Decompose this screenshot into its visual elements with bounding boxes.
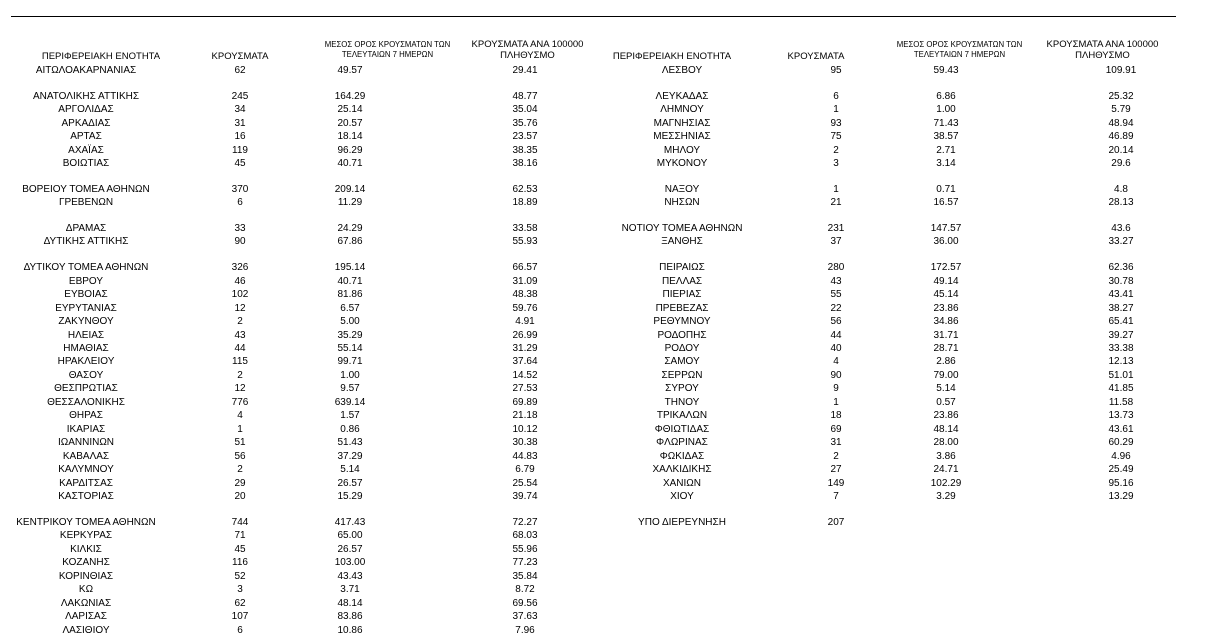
region-cell: ΗΛΕΙΑΣ <box>67 329 105 341</box>
per100k-cell: 13.29 <box>1108 491 1134 503</box>
cases-cell: 56 <box>234 450 246 462</box>
region-cell: ΗΡΑΚΛΕΙΟΥ <box>57 356 115 368</box>
cases-cell: 3 <box>833 158 839 170</box>
cases-cell: 115 <box>232 356 248 368</box>
per100k-cell: 18.89 <box>512 197 538 209</box>
cases-cell: 45 <box>234 158 246 170</box>
avg7-cell: 23.86 <box>933 302 959 314</box>
header-region-right: ΠΕΡΙΦΕΡΕΙΑΚΗ ΕΝΟΤΗΤΑ <box>612 51 732 62</box>
region-cell: ΚΟΡΙΝΘΙΑΣ <box>58 570 114 582</box>
per100k-cell: 72.27 <box>512 516 538 528</box>
avg7-cell: 24.29 <box>337 222 363 234</box>
cases-cell: 31 <box>830 437 842 449</box>
avg7-cell: 195.14 <box>334 262 366 274</box>
per100k-cell: 95.16 <box>1108 477 1134 489</box>
per100k-cell: 4.96 <box>1111 450 1131 462</box>
header-per100k-line2: ΠΛΗΘΥΣΜΟ <box>500 50 555 61</box>
region-cell: ΜΑΓΝΗΣΙΑΣ <box>653 117 711 129</box>
per100k-cell: 62.36 <box>1108 262 1134 274</box>
cases-cell: 1 <box>237 423 243 435</box>
avg7-cell: 55.14 <box>337 343 363 354</box>
cases-cell: 102 <box>231 289 249 300</box>
avg7-cell: 96.29 <box>337 144 363 156</box>
cases-cell: 31 <box>234 117 246 129</box>
per100k-cell: 37.63 <box>512 611 538 623</box>
per100k-cell: 33.27 <box>1108 236 1134 248</box>
avg7-cell: 6.86 <box>936 90 956 102</box>
region-cell: ΔΥΤΙΚΟΥ ΤΟΜΕΑ ΑΘΗΝΩΝ <box>23 262 149 274</box>
region-cell: ΚΑΣΤΟΡΙΑΣ <box>58 491 114 503</box>
per100k-cell: 55.93 <box>512 236 538 248</box>
per100k-cell: 62.53 <box>512 183 538 195</box>
region-cell: ΛΕΥΚΑΔΑΣ <box>655 90 709 102</box>
cases-cell: 2 <box>237 369 243 381</box>
cases-cell: 119 <box>232 144 248 156</box>
cases-cell: 75 <box>830 131 842 143</box>
region-cell: ΡΟΔΟΠΗΣ <box>657 329 707 341</box>
cases-cell: 326 <box>231 262 249 274</box>
cases-cell: 6 <box>237 624 243 636</box>
cases-cell: 116 <box>232 557 248 569</box>
per100k-cell: 69.56 <box>512 597 538 609</box>
avg7-cell: 1.00 <box>340 369 360 381</box>
avg7-cell: 15.29 <box>337 491 363 503</box>
header-cases-left: ΚΡΟΥΣΜΑΤΑ <box>211 51 269 62</box>
avg7-cell: 164.29 <box>334 90 366 102</box>
avg7-cell: 0.57 <box>936 396 956 408</box>
region-cell: ΠΙΕΡΙΑΣ <box>662 289 702 300</box>
avg7-cell: 28.71 <box>933 343 959 354</box>
avg7-cell: 26.57 <box>337 543 363 555</box>
cases-cell: 16 <box>234 131 246 143</box>
region-cell: ΜΥΚΟΝΟΥ <box>656 158 708 170</box>
avg7-cell: 83.86 <box>337 611 363 623</box>
per100k-cell: 43.61 <box>1108 423 1134 435</box>
avg7-cell: 45.14 <box>933 289 959 300</box>
per100k-cell: 38.35 <box>512 144 538 156</box>
per100k-cell: 28.13 <box>1108 197 1134 209</box>
cases-cell: 7 <box>833 491 839 503</box>
cases-cell: 2 <box>237 464 243 476</box>
region-cell: ΝΟΤΙΟΥ ΤΟΜΕΑ ΑΘΗΝΩΝ <box>621 222 743 234</box>
cases-cell: 44 <box>234 343 246 354</box>
avg7-cell: 49.14 <box>933 275 959 287</box>
per100k-cell: 20.14 <box>1108 144 1134 156</box>
avg7-cell: 102.29 <box>930 477 962 489</box>
header-per100k-left <box>455 39 600 61</box>
avg7-cell: 24.71 <box>933 464 959 476</box>
region-cell: ΑΡΚΑΔΙΑΣ <box>61 117 111 129</box>
region-cell: ΦΩΚΙΔΑΣ <box>659 450 705 462</box>
avg7-cell: 0.86 <box>340 423 360 435</box>
cases-cell: 56 <box>830 316 842 327</box>
avg7-cell: 3.71 <box>340 584 360 596</box>
per100k-cell: 60.29 <box>1108 437 1134 449</box>
avg7-cell: 48.14 <box>933 423 959 435</box>
cases-cell: 43 <box>830 275 842 287</box>
region-cell: ΜΕΣΣΗΝΙΑΣ <box>653 131 711 143</box>
header-per100k-line1: ΚΡΟΥΣΜΑΤΑ ΑΝΑ 100000 <box>471 39 584 50</box>
cases-cell: 9 <box>833 383 839 395</box>
region-cell: ΝΗΣΩΝ <box>664 197 700 209</box>
cases-cell: 370 <box>231 183 249 195</box>
cases-cell: 12 <box>234 383 246 395</box>
per100k-cell: 35.04 <box>512 104 538 116</box>
cases-cell: 12 <box>234 302 246 314</box>
cases-cell: 1 <box>833 104 839 116</box>
region-cell: ΤΗΝΟΥ <box>664 396 700 408</box>
avg7-cell: 59.43 <box>933 65 959 76</box>
per100k-cell: 35.84 <box>512 570 538 582</box>
cases-cell: 280 <box>827 262 845 274</box>
region-cell: ΤΡΙΚΑΛΩΝ <box>656 410 708 422</box>
cases-cell: 62 <box>234 597 246 609</box>
avg7-cell: 38.57 <box>933 131 959 143</box>
region-cell: ΞΑΝΘΗΣ <box>661 236 703 248</box>
per100k-cell: 43.6 <box>1111 222 1131 234</box>
cases-cell: 3 <box>237 584 243 596</box>
header-cases-right: ΚΡΟΥΣΜΑΤΑ <box>787 51 845 62</box>
region-cell: ΧΑΛΚΙΔΙΚΗΣ <box>652 464 712 476</box>
avg7-cell: 1.00 <box>936 104 956 116</box>
region-cell: ΠΕΙΡΑΙΩΣ <box>659 262 705 274</box>
avg7-cell: 2.86 <box>936 356 956 368</box>
avg7-cell: 51.43 <box>337 437 363 449</box>
region-cell: ΒΟΡΕΙΟΥ ΤΟΜΕΑ ΑΘΗΝΩΝ <box>22 183 150 195</box>
avg7-cell: 48.14 <box>337 597 363 609</box>
cases-cell: 6 <box>833 90 839 102</box>
avg7-cell: 103.00 <box>334 557 366 569</box>
avg7-cell: 18.14 <box>337 131 363 143</box>
per100k-cell: 30.78 <box>1108 275 1134 287</box>
region-cell: ΚΕΡΚΥΡΑΣ <box>59 530 113 542</box>
per100k-cell: 41.85 <box>1108 383 1134 395</box>
top-rule <box>11 16 1176 17</box>
avg7-cell: 67.86 <box>337 236 363 248</box>
cases-cell: 51 <box>234 437 246 449</box>
header-avg7-line1: ΜΕΣΟΣ ΟΡΟΣ ΚΡΟΥΣΜΑΤΩΝ ΤΩΝ <box>896 40 1023 49</box>
region-cell: ΝΑΞΟΥ <box>664 183 700 195</box>
region-cell: ΙΚΑΡΙΑΣ <box>66 423 106 435</box>
per100k-cell: 21.18 <box>512 410 538 422</box>
per100k-cell: 65.41 <box>1108 316 1134 327</box>
cases-cell: 90 <box>234 236 246 248</box>
avg7-cell: 3.14 <box>936 158 956 170</box>
avg7-cell: 36.00 <box>933 236 959 248</box>
cases-cell: 21 <box>830 197 842 209</box>
per100k-cell: 51.01 <box>1108 369 1134 381</box>
region-cell: ΛΗΜΝΟΥ <box>660 104 704 116</box>
region-cell: ΚΩ <box>78 584 94 596</box>
avg7-cell: 71.43 <box>933 117 959 129</box>
cases-cell: 90 <box>830 369 842 381</box>
avg7-cell: 40.71 <box>337 275 363 287</box>
cases-cell: 93 <box>830 117 842 129</box>
cases-cell: 37 <box>830 236 842 248</box>
cases-cell: 44 <box>830 329 842 341</box>
per100k-cell: 35.76 <box>512 117 538 129</box>
region-cell: ΧΑΝΙΩΝ <box>662 477 702 489</box>
cases-cell: 207 <box>827 516 845 528</box>
per100k-cell: 59.76 <box>512 302 538 314</box>
region-cell: ΚΕΝΤΡΙΚΟΥ ΤΟΜΕΑ ΑΘΗΝΩΝ <box>16 516 156 528</box>
per100k-cell: 14.52 <box>512 369 538 381</box>
cases-cell: 45 <box>234 543 246 555</box>
cases-cell: 6 <box>237 197 243 209</box>
avg7-cell: 65.00 <box>337 530 363 542</box>
avg7-cell: 43.43 <box>337 570 363 582</box>
region-cell: ΑΡΓΟΛΙΔΑΣ <box>58 104 114 116</box>
cases-cell: 55 <box>830 289 842 300</box>
cases-cell: 2 <box>833 144 839 156</box>
region-cell: ΚΑΛΥΜΝΟΥ <box>58 464 114 476</box>
region-cell: ΣΑΜΟΥ <box>664 356 700 368</box>
cases-cell: 20 <box>234 491 246 503</box>
avg7-cell: 417.43 <box>334 516 366 528</box>
region-cell: ΘΗΡΑΣ <box>69 410 103 422</box>
avg7-cell: 11.29 <box>337 197 363 209</box>
header-region-left: ΠΕΡΙΦΕΡΕΙΑΚΗ ΕΝΟΤΗΤΑ <box>41 51 161 62</box>
per100k-cell: 6.79 <box>515 464 535 476</box>
per100k-cell: 5.79 <box>1111 104 1131 116</box>
region-cell: ΘΑΣΟΥ <box>68 369 104 381</box>
cases-cell: 43 <box>234 329 246 341</box>
cases-cell: 52 <box>234 570 246 582</box>
cases-cell: 1 <box>833 396 839 408</box>
avg7-cell: 99.71 <box>337 356 363 368</box>
cases-cell: 71 <box>234 530 246 542</box>
per100k-cell: 68.03 <box>512 530 538 542</box>
per100k-cell: 48.38 <box>512 289 538 300</box>
avg7-cell: 40.71 <box>337 158 363 170</box>
cases-cell: 69 <box>830 423 842 435</box>
region-cell: ΕΥΒΟΙΑΣ <box>64 289 108 300</box>
per100k-cell: 25.49 <box>1108 464 1134 476</box>
avg7-cell: 37.29 <box>337 450 363 462</box>
avg7-cell: 6.57 <box>340 302 360 314</box>
per100k-cell: 37.64 <box>512 356 538 368</box>
avg7-cell: 10.86 <box>337 624 363 636</box>
per100k-cell: 25.32 <box>1108 90 1134 102</box>
region-cell: ΣΥΡΟΥ <box>665 383 699 395</box>
region-cell: ΚΟΖΑΝΗΣ <box>62 557 110 569</box>
cases-cell: 18 <box>830 410 842 422</box>
region-cell: ΗΜΑΘΙΑΣ <box>63 343 109 354</box>
region-cell: ΠΡΕΒΕΖΑΣ <box>655 302 709 314</box>
per100k-cell: 39.27 <box>1108 329 1134 341</box>
per100k-cell: 4.91 <box>515 316 535 327</box>
header-avg7-right <box>872 40 1047 60</box>
per100k-cell: 31.29 <box>512 343 538 354</box>
region-cell: ΜΗΛΟΥ <box>663 144 701 156</box>
per100k-cell: 39.74 <box>512 491 538 503</box>
avg7-cell: 49.57 <box>337 65 363 76</box>
per100k-cell: 66.57 <box>512 262 538 274</box>
per100k-cell: 43.41 <box>1108 289 1134 300</box>
avg7-cell: 26.57 <box>337 477 363 489</box>
region-cell: ΥΠΟ ΔΙΕΡΕΥΝΗΣΗ <box>638 516 726 528</box>
per100k-cell: 31.09 <box>512 275 538 287</box>
region-cell: ΖΑΚΥΝΘΟΥ <box>58 316 114 327</box>
region-cell: ΦΘΙΩΤΙΔΑΣ <box>654 423 710 435</box>
avg7-cell: 16.57 <box>933 197 959 209</box>
cases-cell: 27 <box>830 464 842 476</box>
per100k-cell: 25.54 <box>512 477 538 489</box>
avg7-cell: 79.00 <box>933 369 959 381</box>
header-per100k-right <box>1030 39 1175 61</box>
per100k-cell: 30.38 <box>512 437 538 449</box>
avg7-cell: 28.00 <box>933 437 959 449</box>
avg7-cell: 81.86 <box>337 289 363 300</box>
per100k-cell: 4.8 <box>1114 183 1128 195</box>
region-cell: ΘΕΣΠΡΩΤΙΑΣ <box>54 383 118 395</box>
region-cell: ΑΡΤΑΣ <box>70 131 102 143</box>
avg7-cell: 34.86 <box>933 316 959 327</box>
region-cell: ΛΑΡΙΣΑΣ <box>65 611 107 623</box>
region-cell: ΛΑΚΩΝΙΑΣ <box>60 597 112 609</box>
region-cell: ΧΙΟΥ <box>670 491 694 503</box>
region-cell: ΑΝΑΤΟΛΙΚΗΣ ΑΤΤΙΚΗΣ <box>32 90 140 102</box>
region-cell: ΛΕΣΒΟΥ <box>661 65 703 76</box>
cases-cell: 95 <box>830 65 842 76</box>
cases-cell: 33 <box>234 222 246 234</box>
avg7-cell: 1.57 <box>340 410 360 422</box>
region-cell: ΙΩΑΝΝΙΝΩΝ <box>57 437 115 449</box>
per100k-cell: 7.96 <box>515 624 535 636</box>
avg7-cell: 25.14 <box>337 104 363 116</box>
per100k-cell: 55.96 <box>512 543 538 555</box>
per100k-cell: 48.77 <box>512 90 538 102</box>
cases-cell: 46 <box>234 275 246 287</box>
per100k-cell: 44.83 <box>512 450 538 462</box>
region-cell: ΚΙΛΚΙΣ <box>70 543 102 555</box>
region-cell: ΔΡΑΜΑΣ <box>65 222 107 234</box>
avg7-cell: 0.71 <box>936 183 956 195</box>
avg7-cell: 172.57 <box>930 262 962 274</box>
region-cell: ΑΙΤΩΛΟΑΚΑΡΝΑΝΙΑΣ <box>35 65 137 76</box>
region-cell: ΑΧΑΪΑΣ <box>68 144 104 156</box>
cases-cell: 1 <box>833 183 839 195</box>
avg7-cell: 147.57 <box>930 222 962 234</box>
per100k-cell: 10.12 <box>512 423 538 435</box>
per100k-cell: 26.99 <box>512 329 538 341</box>
region-cell: ΔΥΤΙΚΗΣ ΑΤΤΙΚΗΣ <box>43 236 129 248</box>
per100k-cell: 109.91 <box>1105 65 1137 76</box>
region-cell: ΣΕΡΡΩΝ <box>661 369 703 381</box>
cases-cell: 245 <box>231 90 249 102</box>
cases-cell: 2 <box>237 316 243 327</box>
header-avg7-line2: ΤΕΛΕΥΤΑΙΩΝ 7 ΗΜΕΡΩΝ <box>913 50 1006 59</box>
region-cell: ΓΡΕΒΕΝΩΝ <box>58 197 114 209</box>
cases-cell: 29 <box>234 477 246 489</box>
per100k-cell: 33.58 <box>512 222 538 234</box>
region-cell: ΛΑΣΙΘΙΟΥ <box>62 624 110 636</box>
avg7-cell: 5.00 <box>340 316 360 327</box>
per100k-cell: 38.16 <box>512 158 538 170</box>
cases-cell: 107 <box>231 611 249 623</box>
region-cell: ΡΕΘΥΜΝΟΥ <box>653 316 711 327</box>
cases-cell: 149 <box>827 477 845 489</box>
avg7-cell: 9.57 <box>340 383 360 395</box>
header-avg7-line1: ΜΕΣΟΣ ΟΡΟΣ ΚΡΟΥΣΜΑΤΩΝ ΤΩΝ <box>324 40 451 49</box>
avg7-cell: 35.29 <box>337 329 363 341</box>
region-cell: ΦΛΩΡΙΝΑΣ <box>656 437 708 449</box>
cases-cell: 22 <box>830 302 842 314</box>
cases-cell: 231 <box>827 222 845 234</box>
header-avg7-line2: ΤΕΛΕΥΤΑΙΩΝ 7 ΗΜΕΡΩΝ <box>341 50 434 59</box>
per100k-cell: 77.23 <box>512 557 538 569</box>
avg7-cell: 639.14 <box>334 396 366 408</box>
per100k-cell: 12.13 <box>1108 356 1134 368</box>
per100k-cell: 33.38 <box>1108 343 1134 354</box>
avg7-cell: 20.57 <box>337 117 363 129</box>
region-cell: ΘΕΣΣΑΛΟΝΙΚΗΣ <box>47 396 125 408</box>
cases-cell: 4 <box>237 410 243 422</box>
per100k-cell: 38.27 <box>1108 302 1134 314</box>
cases-cell: 2 <box>833 450 839 462</box>
avg7-cell: 23.86 <box>933 410 959 422</box>
header-per100k-line1: ΚΡΟΥΣΜΑΤΑ ΑΝΑ 100000 <box>1046 39 1159 50</box>
avg7-cell: 3.86 <box>936 450 956 462</box>
per100k-cell: 29.6 <box>1111 158 1131 170</box>
per100k-cell: 8.72 <box>515 584 535 596</box>
region-cell: ΚΑΡΔΙΤΣΑΣ <box>59 477 113 489</box>
per100k-cell: 13.73 <box>1108 410 1134 422</box>
per100k-cell: 27.53 <box>512 383 538 395</box>
cases-cell: 4 <box>833 356 839 368</box>
region-cell: ΡΟΔΟΥ <box>664 343 700 354</box>
header-per100k-line2: ΠΛΗΘΥΣΜΟ <box>1075 50 1130 61</box>
per100k-cell: 46.89 <box>1108 131 1134 143</box>
avg7-cell: 3.29 <box>936 491 956 503</box>
per100k-cell: 11.58 <box>1108 396 1134 408</box>
avg7-cell: 5.14 <box>936 383 956 395</box>
region-cell: ΕΥΡΥΤΑΝΙΑΣ <box>55 302 117 314</box>
region-cell: ΚΑΒΑΛΑΣ <box>62 450 110 462</box>
per100k-cell: 48.94 <box>1108 117 1134 129</box>
avg7-cell: 209.14 <box>334 183 366 195</box>
per100k-cell: 69.89 <box>512 396 538 408</box>
cases-cell: 40 <box>830 343 842 354</box>
cases-cell: 776 <box>231 396 249 408</box>
avg7-cell: 5.14 <box>340 464 360 476</box>
region-cell: ΠΕΛΛΑΣ <box>661 275 703 287</box>
avg7-cell: 31.71 <box>933 329 959 341</box>
region-cell: ΒΟΙΩΤΙΑΣ <box>62 158 110 170</box>
region-cell: ΕΒΡΟΥ <box>68 275 104 287</box>
per100k-cell: 23.57 <box>512 131 538 143</box>
header-avg7-left <box>300 40 475 60</box>
per100k-cell: 29.41 <box>512 65 538 76</box>
cases-cell: 34 <box>234 104 246 116</box>
cases-cell: 744 <box>231 516 249 528</box>
avg7-cell: 2.71 <box>936 144 956 156</box>
cases-cell: 62 <box>234 65 246 76</box>
